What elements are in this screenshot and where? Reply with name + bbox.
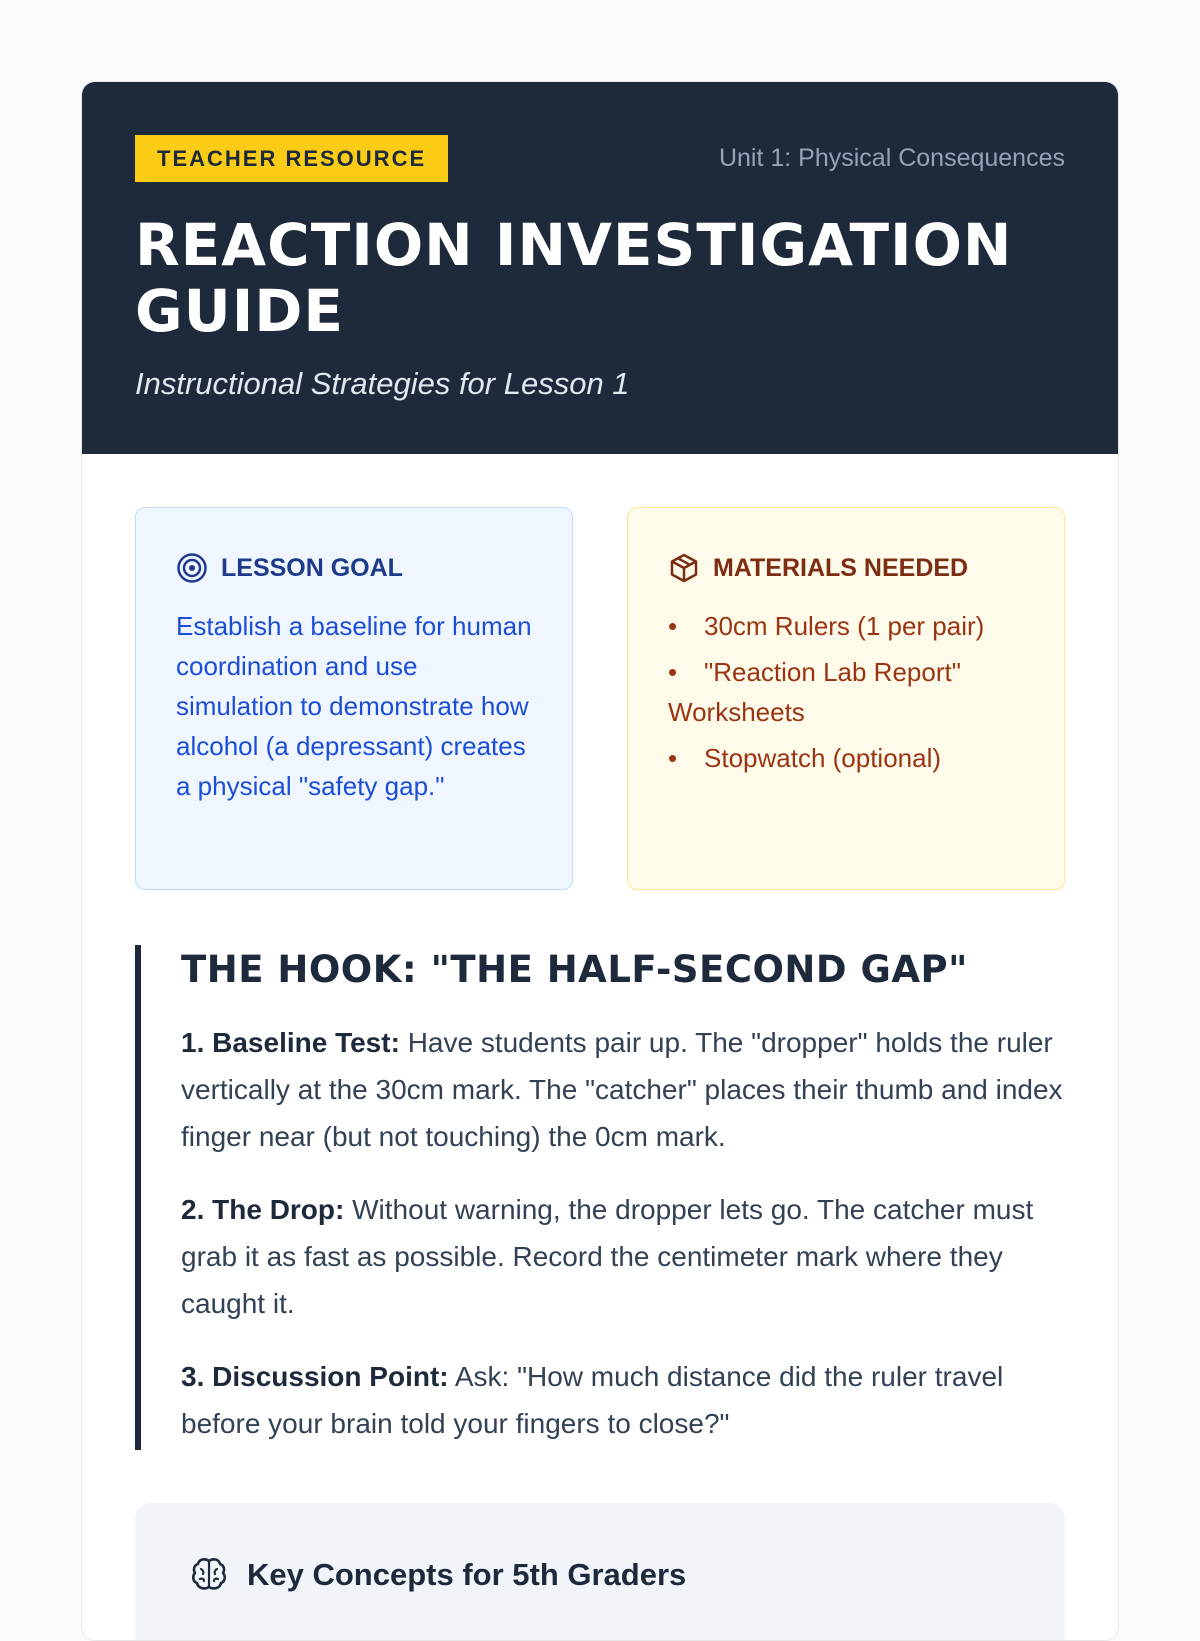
main-content [82,454,1118,1641]
lesson-goal-header [176,550,532,586]
bullet: • [668,657,678,687]
materials-list [668,606,1024,778]
package-icon [668,552,700,584]
lesson-goal-card [135,507,573,890]
hook-step [181,1353,1065,1447]
key-concepts-heading: Key Concepts for 5th Graders [247,1557,687,1592]
bullet: • [668,611,678,641]
resource-badge: TEACHER RESOURCE [135,135,448,182]
lesson-goal-text: Establish a baseline for human coordination and use simulation to demonstrate how alcohol (a depressant) creates a physical "safety gap." [176,611,532,801]
step-text: Have students pair up. The "dropper" holds the ruler vertically at the 30cm mark. The "catcher" places their thumb and index finger near (but not touching) the 0cm mark. [181,1027,1063,1152]
key-concepts-section [135,1503,1065,1641]
materials-header [668,550,1024,586]
step-label: 3. Discussion Point: [181,1361,449,1392]
materials-item-text: Stopwatch (optional) [704,743,942,773]
step-label: 1. Baseline Test: [181,1027,400,1058]
materials-item-text: "Reaction Lab Report" Worksheets [668,657,961,727]
step-text: Ask: "How much distance did the ruler travel before your brain told your fingers to close?" [181,1361,1004,1439]
brain-icon [189,1555,229,1595]
unit-label: Unit 1: Physical Consequences [718,144,1065,172]
header-top-row [135,135,1065,182]
target-icon [176,552,208,584]
page-title: REACTION INVESTIGATION GUIDE [135,211,1013,345]
info-cards [135,507,1065,890]
hook-section [135,945,1065,1450]
step-text: Without warning, the dropper lets go. The catcher must grab it as fast as possible. Record the centimeter mark where they caught it. [181,1194,1034,1319]
guide-page [81,81,1119,1641]
header [82,82,1118,454]
list-item [668,738,1024,778]
materials-card [627,507,1065,890]
materials-heading: MATERIALS NEEDED [713,553,969,582]
hook-step [181,1186,1065,1327]
list-item [668,606,1024,646]
bullet: • [668,743,678,773]
key-concepts-header [189,1555,1011,1595]
page-subtitle: Instructional Strategies for Lesson 1 [135,366,630,401]
hook-step [181,1019,1065,1160]
hook-title: THE HOOK: "THE HALF-SECOND GAP" [181,948,968,991]
lesson-goal-heading: LESSON GOAL [221,553,403,582]
step-label: 2. The Drop: [181,1194,345,1225]
list-item [668,652,1024,732]
materials-item-text: 30cm Rulers (1 per pair) [704,611,985,641]
